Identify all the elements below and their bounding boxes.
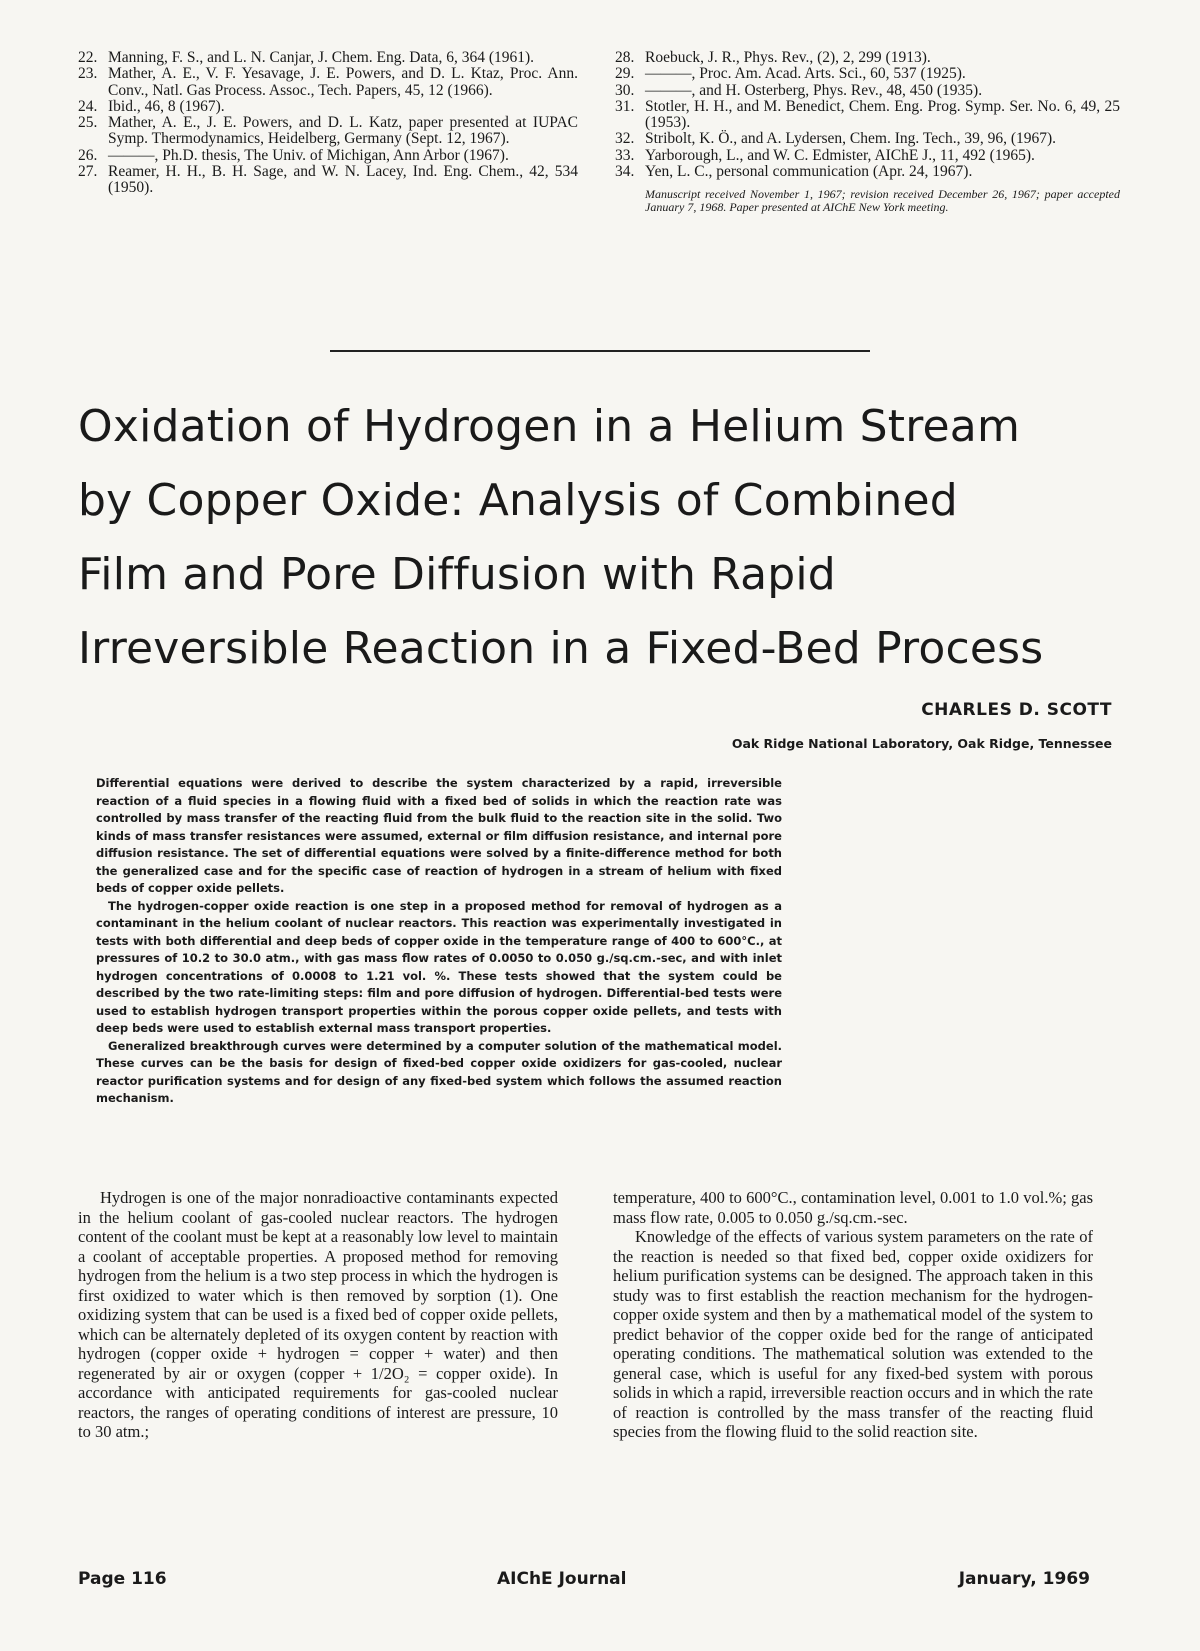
abstract-paragraph: Differential equations were derived to describe the system characterized by a rapid, irreversible reaction of a fluid species in a flowing fluid with a fixed bed of solids in which the reaction rate was controlled by mass transfer of the reacting fluid from the bulk fluid to the reaction site in the solid. Two kinds of mass transfer resistances were assumed, external or film diffusion resistance, and internal pore diffusion resistance. The set of differential equations were solved by a finite-difference method for both the generalized case and for the specific case of reaction of hydrogen in a stream of helium with fixed beds of copper oxide pellets. (96, 776, 782, 895)
reference-text: Manning, F. S., and L. N. Canjar, J. Chem. Eng. Data, 6, 364 (1961). (108, 49, 535, 66)
reference-text: ———, Proc. Am. Acad. Arts. Sci., 60, 537 (1925). (645, 65, 966, 83)
reference-number: 32. (615, 130, 635, 148)
reference-item (615, 131, 1120, 147)
reference-item (78, 99, 578, 115)
reference-number: 25. (78, 114, 98, 132)
reference-item (615, 66, 1120, 82)
reference-item (78, 164, 578, 197)
abstract-paragraph: The hydrogen-copper oxide reaction is one step in a proposed method for removal of hydrogen as a contaminant in the helium coolant of nuclear reactors. This reaction was experimentally investigated in tests with both differential and deep beds of copper oxide in the temperature range of 400 to 600°C., at pressures of 10.2 to 30.0 atm., with gas mass flow rates of 0.0050 to 0.050 g./sq.cm.-sec, and with inlet hydrogen concentrations of 0.0008 to 1.21 vol. %. These tests showed that the system could be described by the two rate-limiting steps: film and pore diffusion of hydrogen. Differential-bed tests were used to establish hydrogen transport properties within the porous copper oxide pellets, and tests with deep beds were used to establish external mass transport properties. (96, 898, 782, 1035)
reference-text: Stotler, H. H., and M. Benedict, Chem. Eng. Prog. Symp. Ser. No. 6, 49, 25 (1953). (645, 97, 1120, 132)
reference-text: Reamer, H. H., B. H. Sage, and W. N. Lacey, Ind. Eng. Chem., 42, 534 (1950). (108, 163, 578, 197)
reference-text: Ibid., 46, 8 (1967). (108, 97, 225, 115)
body-right-column (613, 1188, 1093, 1442)
reference-item (615, 50, 1120, 66)
reference-item (78, 115, 578, 148)
article-title (78, 390, 1128, 686)
reference-number: 34. (615, 163, 635, 181)
title-line: Oxidation of Hydrogen in a Helium Stream (78, 401, 1021, 452)
reference-item (78, 50, 578, 66)
reference-number: 33. (615, 146, 635, 164)
journal-name: AIChE Journal (497, 1569, 627, 1589)
references-right-column (615, 50, 1120, 214)
reference-item (78, 148, 578, 164)
author-name: CHARLES D. SCOTT (921, 700, 1112, 720)
reference-number: 23. (78, 65, 98, 83)
references-left-column (78, 50, 578, 197)
body-paragraph: Knowledge of the effects of various system parameters on the rate of the reaction is needed so that fixed bed, copper oxide oxidizers for helium purification systems can be designed. The approach taken in this study was to first establish the reaction mechanism for the hydrogen-copper oxide system and then by a mathematical model of the system to predict behavior of the copper oxide bed for the range of anticipated operating conditions. The mathematical solution was extended to the general case, which is useful for any fixed-bed system with porous solids in which a rapid, irreversible reaction occurs and in which the rate of reaction is controlled by the mass transfer of the reacting fluid species from the flowing fluid to the solid reaction site. (613, 1227, 1093, 1441)
reference-number: 22. (78, 49, 98, 66)
page-number: Page 116 (78, 1569, 167, 1589)
reference-text: Mather, A. E., V. F. Yesavage, J. E. Powers, and D. L. Ktaz, Proc. Ann. Conv., Natl. Gas Process. Assoc., Tech. Papers, 45, 12 (1966). (108, 65, 578, 99)
reference-text: ———, and H. Osterberg, Phys. Rev., 48, 450 (1935). (645, 81, 983, 99)
reference-item (615, 83, 1120, 99)
title-line: by Copper Oxide: Analysis of Combined (78, 475, 958, 526)
reference-item (615, 99, 1120, 132)
reference-item (78, 66, 578, 99)
reference-number: 31. (615, 97, 635, 115)
reference-text: Mather, A. E., J. E. Powers, and D. L. Katz, paper presented at IUPAC Symp. Thermodynamics, Heidelberg, Germany (Sept. 12, 1967). (108, 114, 578, 148)
reference-number: 24. (78, 97, 98, 115)
body-paragraph: Hydrogen is one of the major nonradioactive contaminants expected in the helium coolant of gas-cooled nuclear reactors. The hydrogen content of the coolant must be kept at a reasonably low level to maintain a coolant of acceptable properties. A proposed method for removing hydrogen from the helium is a two step process in which the hydrogen is first oxidized to water which is then removed by sorption (1). One oxidizing system that can be used is a fixed bed of copper oxide pellets, which can be alternately depleted of its oxygen content by reaction with hydrogen (copper oxide + hydrogen = copper + water) and then regenerated by air or oxygen (copper + 1/2O₂ = copper oxide). In accordance with anticipated requirements for gas-cooled nuclear reactors, the ranges of operating conditions of interest are pressure, 10 to 30 atm.; (78, 1188, 558, 1441)
reference-number: 26. (78, 146, 98, 164)
reference-text: ———, Ph.D. thesis, The Univ. of Michigan, Ann Arbor (1967). (108, 146, 509, 164)
issue-date: January, 1969 (958, 1569, 1090, 1589)
reference-text: Yarborough, L., and W. C. Edmister, AIChE J., 11, 492 (1965). (645, 146, 1035, 164)
manuscript-note: Manuscript received November 1, 1967; revision received December 26, 1967; paper accepted January 7, 1968. Paper presented at AIChE New York meeting. (645, 187, 1120, 215)
title-line: Film and Pore Diffusion with Rapid (78, 549, 836, 600)
reference-text: Stribolt, K. Ö., and A. Lydersen, Chem. Ing. Tech., 39, 96, (1967). (645, 130, 1057, 148)
reference-item (615, 148, 1120, 164)
reference-number: 27. (78, 163, 98, 181)
reference-item (615, 164, 1120, 180)
reference-number: 28. (615, 49, 635, 66)
reference-text: Roebuck, J. R., Phys. Rev., (2), 2, 299 (1913). (645, 49, 931, 66)
reference-number: 30. (615, 81, 635, 99)
section-divider (330, 350, 870, 352)
reference-number: 29. (615, 65, 635, 83)
reference-text: Yen, L. C., personal communication (Apr. 24, 1967). (645, 163, 973, 181)
body-paragraph: temperature, 400 to 600°C., contamination level, 0.001 to 1.0 vol.%; gas mass flow rate, 0.005 to 0.050 g./sq.cm.-sec. (613, 1188, 1093, 1227)
body-left-column (78, 1188, 558, 1442)
abstract-paragraph: Generalized breakthrough curves were determined by a computer solution of the mathematical model. These curves can be the basis for design of fixed-bed copper oxide oxidizers for gas-cooled, nuclear reactor purification systems and for design of any fixed-bed system which follows the assumed reaction mechanism. (96, 1038, 782, 1105)
title-line: Irreversible Reaction in a Fixed-Bed Process (78, 623, 1044, 674)
abstract (96, 775, 782, 1108)
author-affiliation: Oak Ridge National Laboratory, Oak Ridge, Tennessee (731, 736, 1112, 751)
